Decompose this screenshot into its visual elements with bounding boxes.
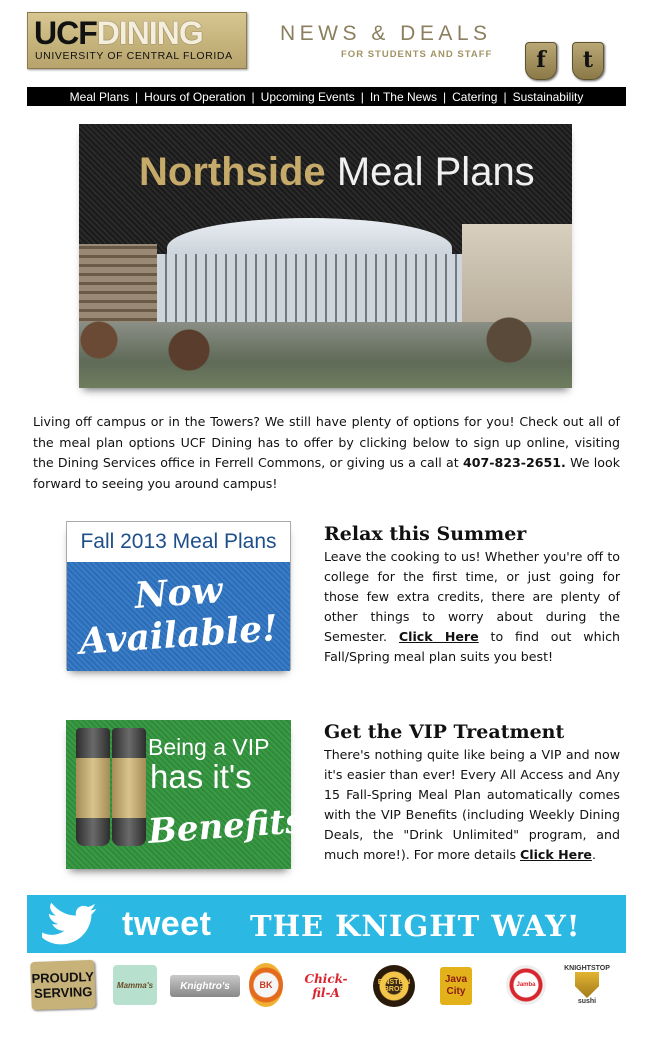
coffee-cup-icon: [76, 728, 110, 846]
burger-king-logo[interactable]: BK: [249, 963, 283, 1007]
promo-now-text: Now: [133, 568, 224, 618]
knight-way-text: THE KNIGHT WAY!: [250, 909, 581, 943]
article-text: Leave the cooking to us! Whether you're off to college for the first time, or just going for those few extra credits, there are plenty of other things to worry about during the Semester.: [324, 549, 620, 644]
click-here-link[interactable]: Click Here: [398, 629, 479, 644]
java-text: Java: [444, 974, 468, 985]
hero-title-meal-plans: Meal Plans: [336, 150, 535, 194]
serving-text: SERVING: [33, 983, 93, 1002]
nav-separator: |: [135, 89, 139, 104]
promo-being-vip-text: Being a VIP: [148, 734, 270, 760]
newsletter-subtitle: FOR STUDENTS AND STAFF: [341, 49, 493, 60]
proudly-text: PROUDLY: [31, 968, 95, 987]
logo-dining-text: DINING: [96, 15, 203, 51]
article-text-end: to find out which Fall/Spring meal plan suits you best!: [324, 629, 620, 664]
logo-ucf-text: UCF: [34, 15, 97, 51]
phone-number: 407-823-2651.: [462, 455, 566, 470]
trees-image: [79, 300, 572, 388]
mammas-logo[interactable]: Mamma's: [113, 965, 157, 1005]
article-text-end: .: [591, 847, 596, 862]
jamba-logo[interactable]: Jamba: [506, 965, 546, 1005]
proudly-serving-badge: [30, 960, 96, 1010]
ucf-dining-logo[interactable]: [27, 12, 247, 69]
tumblr-icon[interactable]: t: [572, 42, 604, 80]
promo-available-text: Available!: [77, 607, 280, 663]
article-vip-treatment: [324, 720, 620, 865]
knightros-logo[interactable]: Knightro's: [170, 975, 240, 997]
proudly-serving-brands: [27, 957, 626, 1017]
nav-separator: |: [251, 89, 255, 104]
einstein-bros-logo[interactable]: EINSTEIN BROS: [373, 965, 415, 1007]
hero-title-northside: Northside: [139, 150, 326, 194]
intro-paragraph: [33, 412, 620, 494]
nav-catering[interactable]: Catering: [452, 89, 498, 104]
article-text: There's nothing quite like being a VIP and now it's easier than ever! Every All Access and Any 15 Fall-Spring Meal Plan automatically comes with the VIP Benefits (including Weekly Dining Deals, the "Drink Unlimited" program, and much more!). For more details: [324, 747, 620, 862]
shield-icon: [575, 972, 599, 998]
java-city-logo[interactable]: [440, 967, 472, 1005]
chick-fil-a-logo[interactable]: Chick-fil-A: [304, 972, 348, 1000]
article-title: Relax this Summer: [324, 523, 527, 545]
click-here-link[interactable]: Click Here: [520, 847, 592, 862]
vip-benefits-promo[interactable]: [66, 720, 321, 869]
main-nav: [27, 87, 626, 106]
city-text: City: [446, 986, 466, 997]
article-title: Get the VIP Treatment: [324, 721, 565, 743]
intro-text-end: We look forward to seeing you around campus!: [33, 455, 621, 491]
email-header: [0, 0, 651, 88]
tweet-word: tweet: [122, 905, 212, 943]
twitter-bird-icon: [37, 903, 107, 947]
sushi-text: sushi: [577, 998, 597, 1005]
nav-separator: |: [503, 89, 507, 104]
promo-heading: Fall 2013 Meal Plans: [67, 522, 290, 563]
promo-has-its-text: has it's: [150, 758, 252, 795]
intro-text: Living off campus or in the Towers? We still have plenty of options for you! Check out all of the meal plan options UCF Dining has to offer by clicking below to sign up online, visiting the Dining Services office in Ferrell Commons, or giving us a call at: [33, 414, 620, 470]
nav-meal-plans[interactable]: Meal Plans: [69, 89, 130, 104]
nav-separator: |: [360, 89, 364, 104]
logo-subtitle: UNIVERSITY OF CENTRAL FLORIDA: [35, 50, 233, 62]
nav-in-the-news[interactable]: In The News: [369, 89, 437, 104]
promo-benefits-text: Benefits!: [146, 800, 321, 852]
knightstop-text: KNIGHTSTOP: [564, 965, 610, 972]
logo-wordmark: [34, 15, 203, 51]
newsletter-title: NEWS & DEALS: [280, 22, 492, 45]
knightstop-logo[interactable]: [564, 963, 610, 1007]
article-relax-summer: [324, 522, 620, 667]
promo-body: [67, 562, 290, 671]
facebook-icon[interactable]: f: [525, 42, 557, 80]
tweet-the-knight-way-banner[interactable]: [27, 895, 626, 953]
meal-plans-available-promo[interactable]: [66, 521, 291, 670]
hero-title: [139, 150, 535, 195]
coffee-cup-icon: [112, 728, 146, 846]
nav-hours-of-operation[interactable]: Hours of Operation: [144, 89, 246, 104]
nav-sustainability[interactable]: Sustainability: [512, 89, 584, 104]
hero-banner[interactable]: [79, 124, 572, 388]
nav-separator: |: [443, 89, 447, 104]
nav-upcoming-events[interactable]: Upcoming Events: [260, 89, 355, 104]
